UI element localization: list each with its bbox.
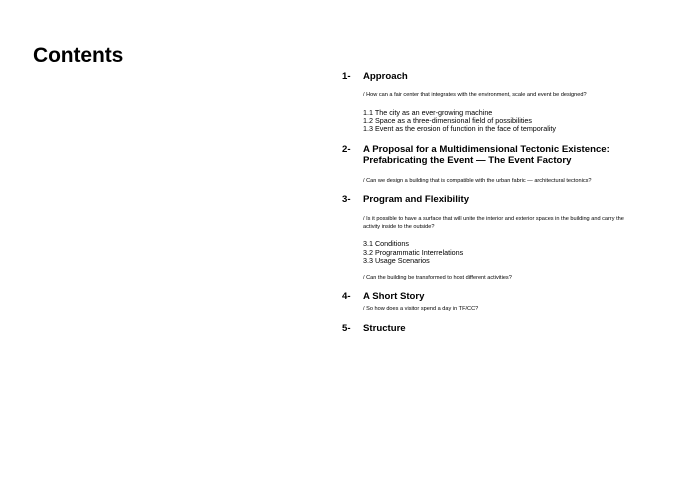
- toc-subsection-item: 1.3 Event as the erosion of function in the face of temporality: [363, 124, 556, 134]
- table-of-contents: [342, 71, 642, 334]
- toc-section-title: A Short Story: [363, 291, 425, 303]
- toc-subsection-item: 3.2 Programmatic Interrelations: [363, 247, 464, 257]
- toc-section-number: 5-: [342, 322, 351, 334]
- toc-section-title: Structure: [363, 322, 406, 334]
- toc-subsection-item: 3.3 Usage Scenarios: [363, 256, 430, 266]
- toc-section-1: [342, 71, 642, 134]
- toc-section-question: / Can the building be transformed to host different activities?: [363, 275, 512, 282]
- toc-section-title-line: Prefabricating the Event — The Event Factory: [363, 155, 572, 167]
- toc-section-body: [363, 177, 642, 185]
- toc-subsection-item: 1.1 The city as an ever-growing machine: [363, 107, 493, 117]
- toc-section-heading: [342, 194, 642, 206]
- toc-section-question: / So how does a visitor spend a day in TF/CC?: [363, 305, 479, 312]
- toc-section-question-line: / Is it possible to have a surface that will unite the interior and exterior spaces in the building and carry the: [363, 216, 624, 223]
- toc-subsection-list: [363, 109, 642, 134]
- toc-section-number: 4-: [342, 291, 351, 303]
- toc-section-number: 1-: [342, 71, 351, 82]
- toc-section-title: [363, 144, 642, 167]
- toc-section-5: [342, 323, 642, 335]
- toc-subsection-item: 3.1 Conditions: [363, 239, 409, 249]
- toc-section-heading: [342, 291, 642, 303]
- toc-subsection-item: 1.2 Space as a three-dimensional field of possibilities: [363, 115, 533, 125]
- toc-section-title: Program and Flexibility: [363, 193, 470, 205]
- toc-section-2: [342, 144, 642, 185]
- toc-section-body: [363, 91, 642, 134]
- page-title: Contents: [33, 44, 124, 67]
- toc-section-number: 3-: [342, 193, 351, 205]
- toc-section-body: [363, 215, 642, 282]
- toc-section-heading: [342, 323, 642, 335]
- toc-section-number: 2-: [342, 143, 351, 155]
- toc-section-3: [342, 194, 642, 283]
- toc-section-question: / Can we design a building that is compatible with the urban fabric — architectural tectonics?: [363, 177, 592, 184]
- toc-section-heading: [342, 71, 642, 83]
- toc-subsection-list: [363, 240, 642, 265]
- toc-section-question: [363, 215, 642, 231]
- toc-section-question: / How can a fair center that integrates with the environment, scale and event be designed?: [363, 91, 587, 98]
- toc-section-4: [342, 291, 642, 313]
- toc-section-body: [363, 305, 642, 313]
- toc-section-title-line: A Proposal for a Multidimensional Tectonic Existence:: [363, 143, 610, 155]
- toc-section-heading: [342, 144, 642, 167]
- toc-section-title: Approach: [363, 71, 408, 82]
- toc-section-question-line: activity inside to the outside?: [363, 224, 435, 231]
